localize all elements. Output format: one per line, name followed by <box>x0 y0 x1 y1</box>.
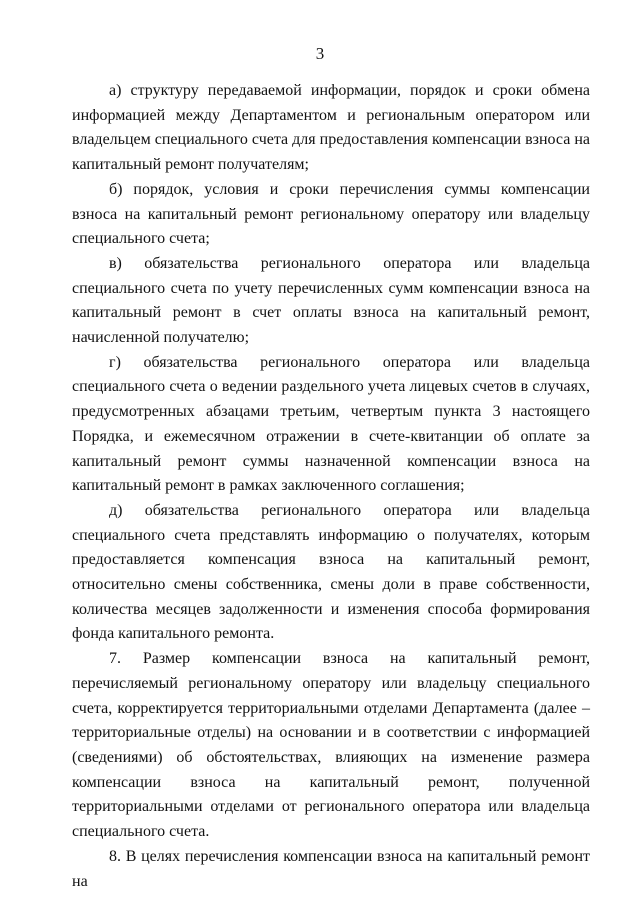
paragraph-item-v: в) обязательства регионального оператора или владельца специального счета по учету перечисленных сумм компенсации взноса на капитальный ремонт в счет оплаты взноса на капитальный ремонт, начисленной получателю; <box>72 254 590 347</box>
page-number: 3 <box>315 44 325 63</box>
paragraph-item-d: д) обязательства регионального оператора или владельца специального счета представлять информацию о получателях, которым предоставляется компенсация взноса на капитальный ремонт, относительно смены собственника, смены доли в праве собственности, количества месяцев задолженности и изменения способа формирования фонда капитального ремонта. <box>72 501 590 643</box>
paragraph-clause-8: 8. В целях перечисления компенсации взноса на капитальный ремонт на <box>72 847 590 890</box>
document-body <box>72 79 590 894</box>
paragraph-clause-7: 7. Размер компенсации взноса на капитальный ремонт, перечисляемый региональному оператору или владельцу специального счета, корректируется территориальными отделами Департамента (далее – территориальные отделы) на основании и в соответствии с информацией (сведениями) об обстоятельствах, влияющих на изменение размера компенсации взноса на капитальный ремонт, полученной территориальными отделами от регионального оператора или владельца специального счета. <box>72 650 590 841</box>
paragraph-item-g: г) обязательства регионального оператора или владельца специального счета о ведении раздельного учета лицевых счетов в случаях, предусмотренных абзацами третьим, четвертым пункта 3 настоящего Порядка, и ежемесячном отражении в счете-квитанции об оплате за капитальный ремонт суммы назначенной компенсации взноса на капитальный ремонт в рамках заключенного соглашения; <box>72 353 590 495</box>
paragraph-item-a: а) структуру передаваемой информации, порядок и сроки обмена информацией между Департаментом и региональным оператором или владельцем специального счета для предоставления компенсации взноса на капитальный ремонт получателям; <box>72 82 590 174</box>
paragraph-item-b: б) порядок, условия и сроки перечисления суммы компенсации взноса на капитальный ремонт региональному оператору или владельцу специального счета; <box>72 180 590 248</box>
